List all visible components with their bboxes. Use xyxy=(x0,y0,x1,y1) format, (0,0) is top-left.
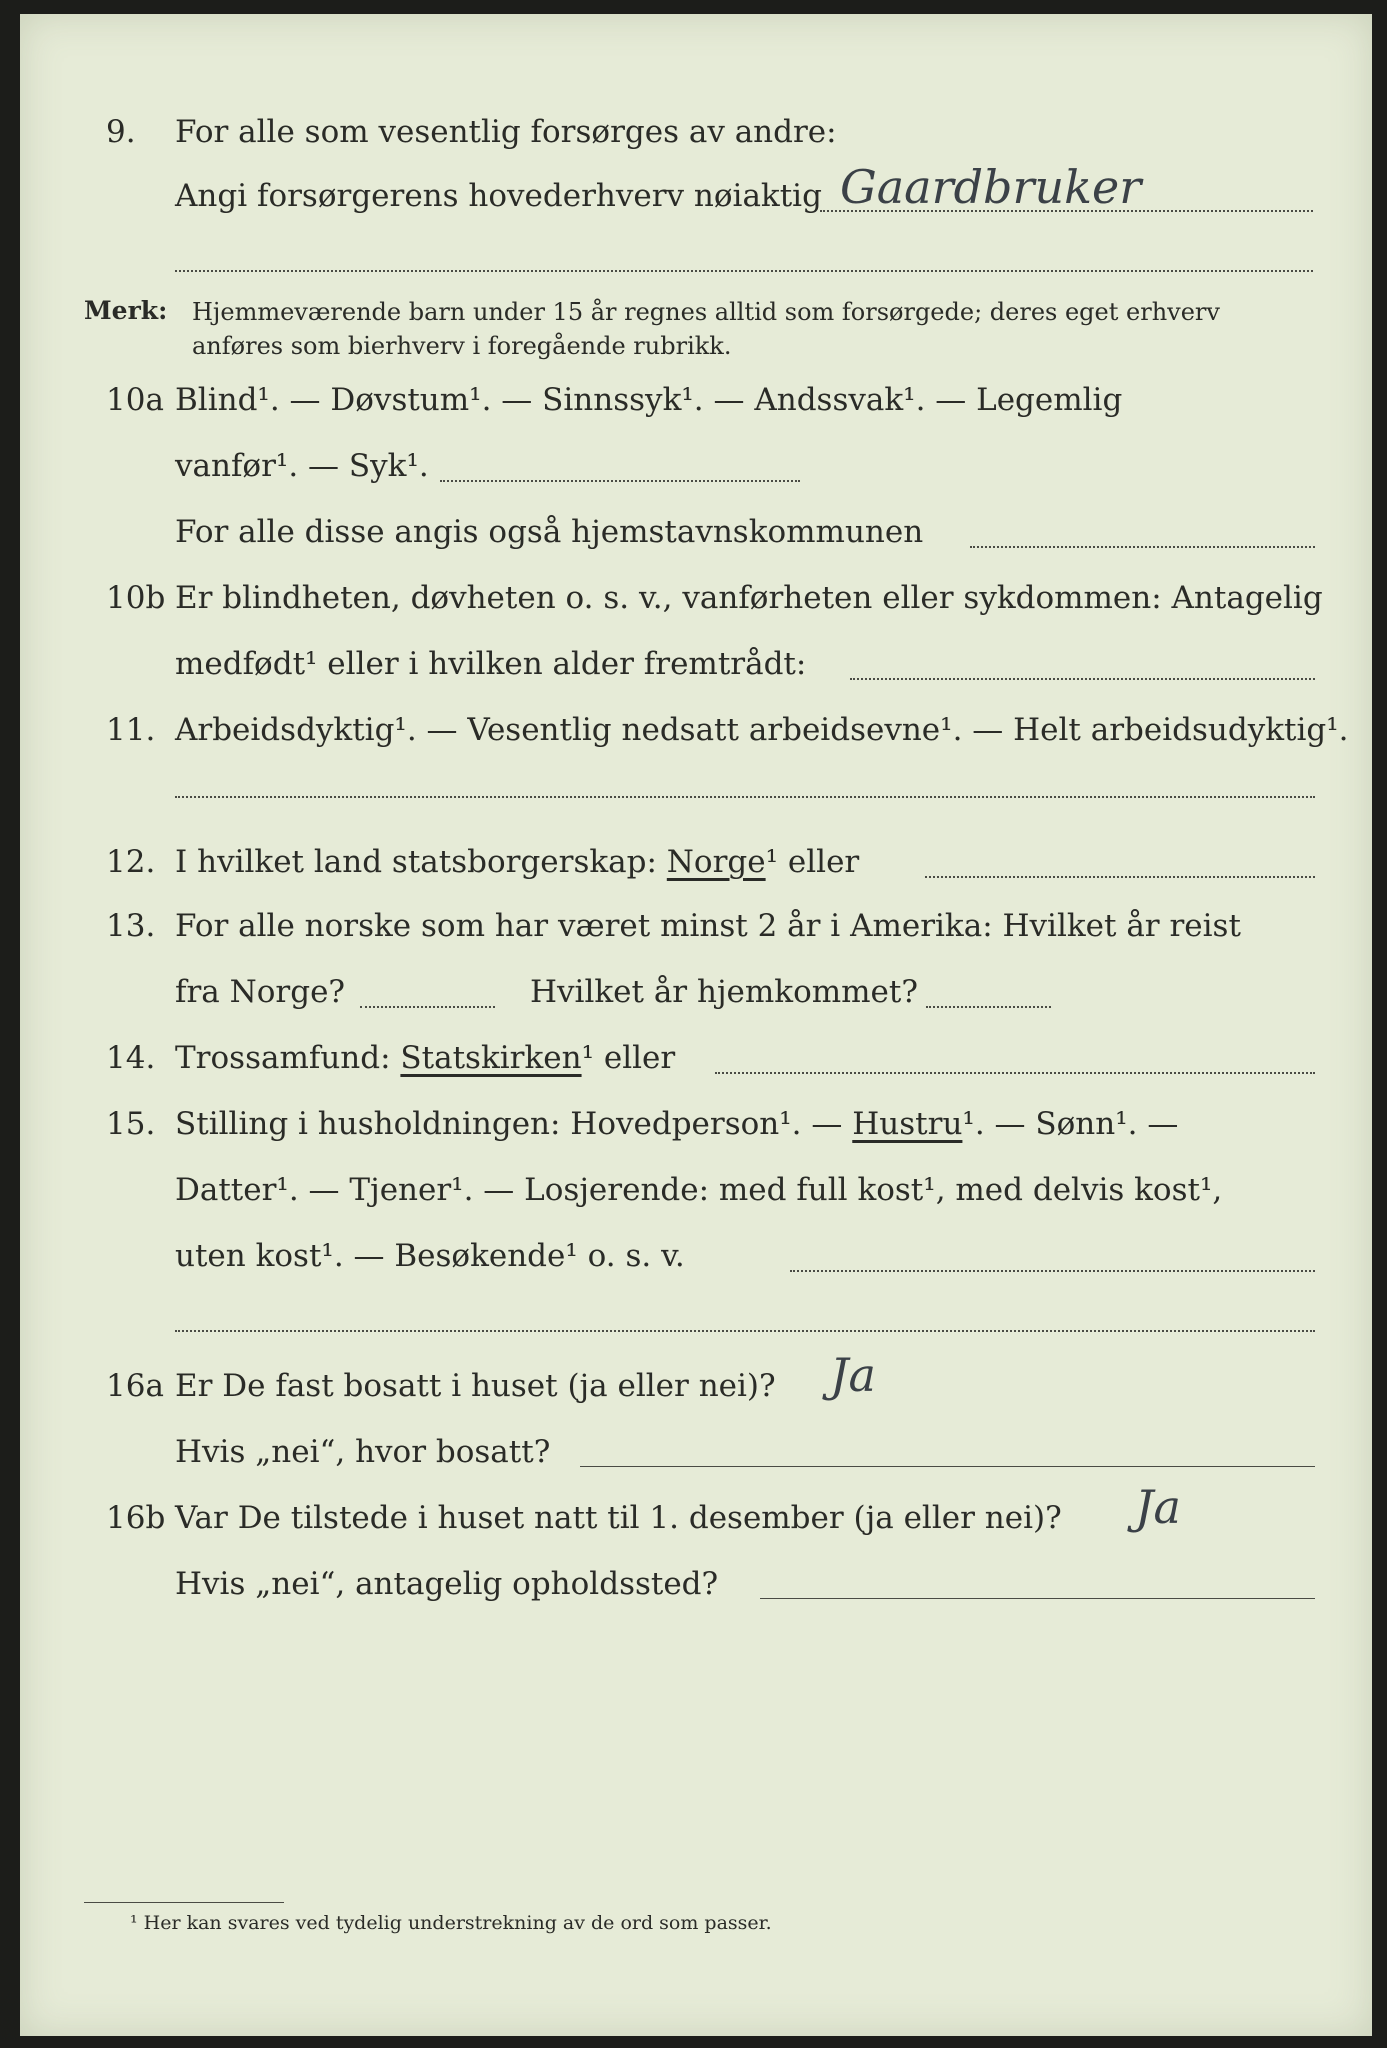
q13-left-from-norway: fra Norge? xyxy=(175,974,346,1010)
q16a-text-1: Er De fast bosatt i huset (ja eller nei)? xyxy=(175,1368,776,1404)
q10a-text-2: vanfør¹. — Syk¹. xyxy=(175,448,429,484)
q16b-text-1: Var De tilstede i huset natt til 1. desember (ja eller nei)? xyxy=(175,1500,1062,1536)
q14-answer-line xyxy=(715,1072,1315,1074)
q15-text-1 xyxy=(175,1106,1178,1142)
q11-number: 11. xyxy=(106,712,156,748)
q11-answer-line xyxy=(175,796,1315,798)
q12-answer-line xyxy=(925,876,1315,878)
q14-underlined-statskirken: Statskirken xyxy=(400,1040,582,1076)
q10a-number: 10a xyxy=(106,382,164,418)
q10b-number: 10b xyxy=(106,580,166,616)
q10b-answer-line xyxy=(850,678,1315,680)
q9-question: For alle som vesentlig forsørges av andre: xyxy=(175,114,837,150)
q14-post: ¹ eller xyxy=(581,1040,676,1076)
merk-text-2: anføres som bierhverv i foregående rubrikk. xyxy=(192,332,732,360)
q12-pre: I hvilket land statsborgerskap: xyxy=(175,844,657,880)
q13-year-returned-line xyxy=(926,1006,1051,1008)
q15-underlined-hustru: Hustru xyxy=(852,1106,963,1142)
q10a-home-municipality-line xyxy=(970,546,1315,548)
q16a-text-2: Hvis „nei“, hvor bosatt? xyxy=(175,1434,551,1470)
q14-pre: Trossamfund: xyxy=(175,1040,391,1076)
q9-occupation-label: Angi forsørgerens hovederhverv nøiaktig xyxy=(175,178,822,214)
q10a-text-1: Blind¹. — Døvstum¹. — Sinnssyk¹. — Andssvak¹. — Legemlig xyxy=(175,382,1123,418)
q10b-text-1: Er blindheten, døvheten o. s. v., vanførheten eller sykdommen: Antagelig xyxy=(175,580,1323,616)
q15-post: ¹. — Sønn¹. — xyxy=(962,1106,1179,1142)
q9-extra-line xyxy=(175,270,1313,272)
q13-number: 13. xyxy=(106,908,156,944)
q9-handwritten-answer: Gaardbruker xyxy=(840,160,1142,214)
q15-extra-line xyxy=(175,1330,1315,1332)
q9-number: 9. xyxy=(106,114,136,150)
q11-text: Arbeidsdyktig¹. — Vesentlig nedsatt arbeidsevne¹. — Helt arbeidsudyktig¹. xyxy=(175,712,1349,748)
q10a-text-3: For alle disse angis også hjemstavnskommunen xyxy=(175,514,924,550)
q12-underlined-norge: Norge xyxy=(666,844,766,880)
q15-text-3: uten kost¹. — Besøkende¹ o. s. v. xyxy=(175,1238,685,1274)
footnote: ¹ Her kan svares ved tydelig understrekning av de ord som passer. xyxy=(130,1912,772,1934)
q13-text-1: For alle norske som har været minst 2 år i Amerika: Hvilket år reist xyxy=(175,908,1241,944)
q10b-text-2: medfødt¹ eller i hvilken alder fremtrådt: xyxy=(175,646,807,682)
q16b-answer-line xyxy=(760,1598,1315,1599)
q13-year-left-line xyxy=(360,1006,495,1008)
q12-post: ¹ eller xyxy=(765,844,860,880)
q15-text-2: Datter¹. — Tjener¹. — Losjerende: med full kost¹, med delvis kost¹, xyxy=(175,1172,1223,1208)
q15-number: 15. xyxy=(106,1106,156,1142)
q16a-number: 16a xyxy=(106,1368,164,1404)
census-form-page xyxy=(20,14,1372,2036)
q15-answer-line xyxy=(790,1270,1315,1272)
q15-pre: Stilling i husholdningen: Hovedperson¹. — xyxy=(175,1106,843,1142)
q13-returned: Hvilket år hjemkommet? xyxy=(530,974,918,1010)
merk-text-1: Hjemmeværende barn under 15 år regnes alltid som forsørgede; deres eget erhverv xyxy=(192,298,1220,326)
q16b-number: 16b xyxy=(106,1500,166,1536)
q14-text xyxy=(175,1040,675,1076)
q12-text xyxy=(175,844,859,880)
q16b-handwritten-answer: Ja xyxy=(1135,1480,1181,1534)
merk-label: Merk: xyxy=(84,296,168,325)
q14-number: 14. xyxy=(106,1040,156,1076)
q12-number: 12. xyxy=(106,844,156,880)
q16a-handwritten-answer: Ja xyxy=(830,1348,876,1402)
q16a-answer-line xyxy=(580,1466,1315,1467)
footnote-rule xyxy=(84,1902,284,1903)
q16b-text-2: Hvis „nei“, antagelig opholdssted? xyxy=(175,1566,719,1602)
q10a-sick-line xyxy=(440,480,800,482)
